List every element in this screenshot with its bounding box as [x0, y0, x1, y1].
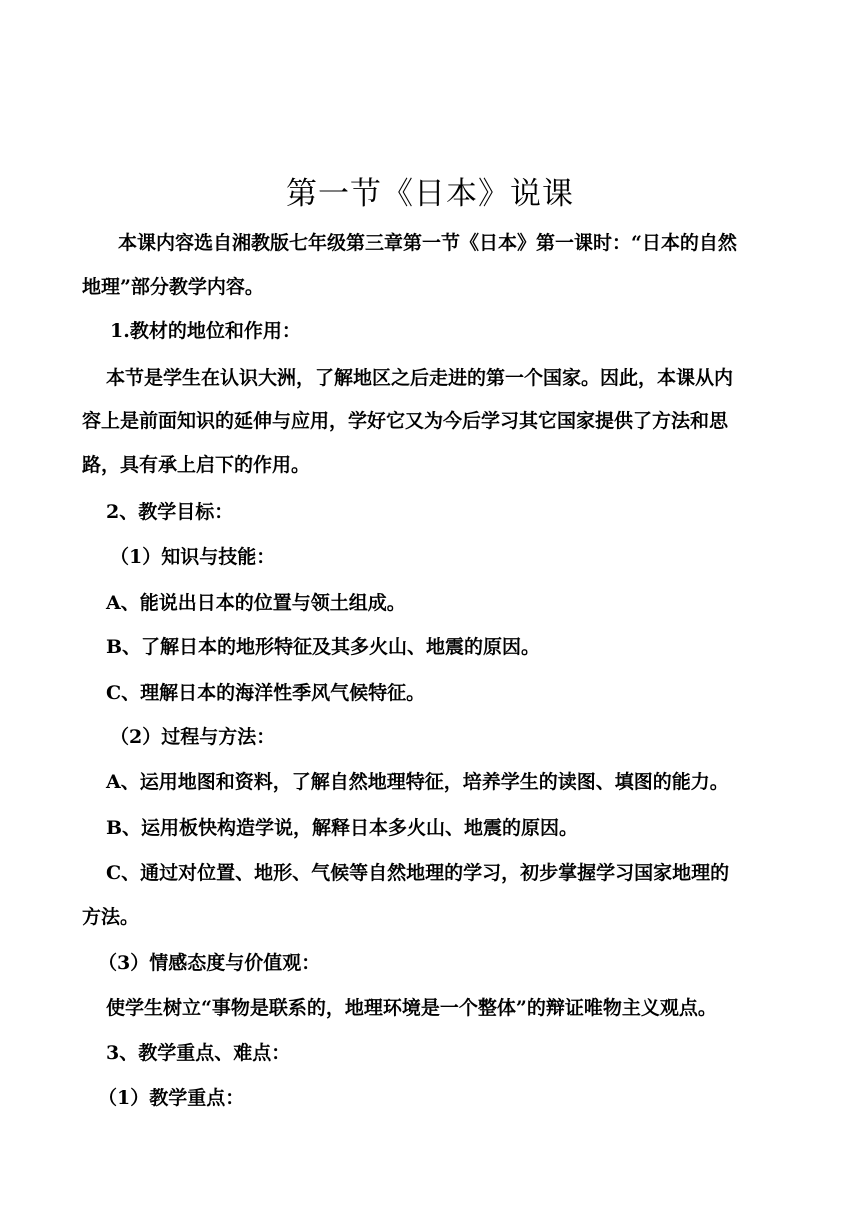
goal-item-c2-line-1: C、通过对位置、地形、气候等自然地理的学习，初步掌握学习国家地理的	[106, 862, 730, 884]
intro-line-1: 本课内容选自湘教版七年级第三章第一节《日本》第一课时：“日本的自然	[118, 232, 737, 254]
document-title: 第一节《日本》说课	[286, 176, 574, 212]
subheading-key-points: （1）教学重点：	[98, 1087, 245, 1109]
paragraph-line-1: 本节是学生在认识大洲，了解地区之后走进的第一个国家。因此，本课从内	[106, 367, 734, 389]
section-heading-1: 1.教材的地位和作用：	[110, 320, 301, 342]
goal-item-c1: C、理解日本的海洋性季风气候特征。	[106, 682, 426, 704]
paragraph-line-3: 路，具有承上启下的作用。	[82, 454, 311, 476]
subheading-knowledge: （1）知识与技能：	[110, 546, 276, 568]
goal-item-b2: B、运用板快构造学说，解释日本多火山、地震的原因。	[106, 817, 579, 839]
paragraph-line-2: 容上是前面知识的延伸与应用，学好它又为今后学习其它国家提供了方法和思	[82, 410, 729, 432]
goal-item-a2: A、运用地图和资料，了解自然地理特征，培养学生的读图、填图的能力。	[106, 771, 729, 793]
intro-line-2: 地理”部分教学内容。	[82, 276, 264, 298]
subheading-process: （2）过程与方法：	[110, 726, 276, 748]
subheading-attitude: （3）情感态度与价值观：	[98, 952, 321, 974]
attitude-line: 使学生树立“事物是联系的，地理环境是一个整体”的辩证唯物主义观点。	[106, 997, 717, 1019]
goal-item-b1: B、了解日本的地形特征及其多火山、地震的原因。	[106, 636, 541, 658]
goal-item-c2-line-2: 方法。	[82, 906, 140, 928]
section-heading-3: 3、教学重点、难点：	[106, 1042, 291, 1064]
section-heading-2: 2、教学目标：	[106, 501, 234, 523]
goal-item-a1: A、能说出日本的位置与领土组成。	[106, 592, 406, 614]
